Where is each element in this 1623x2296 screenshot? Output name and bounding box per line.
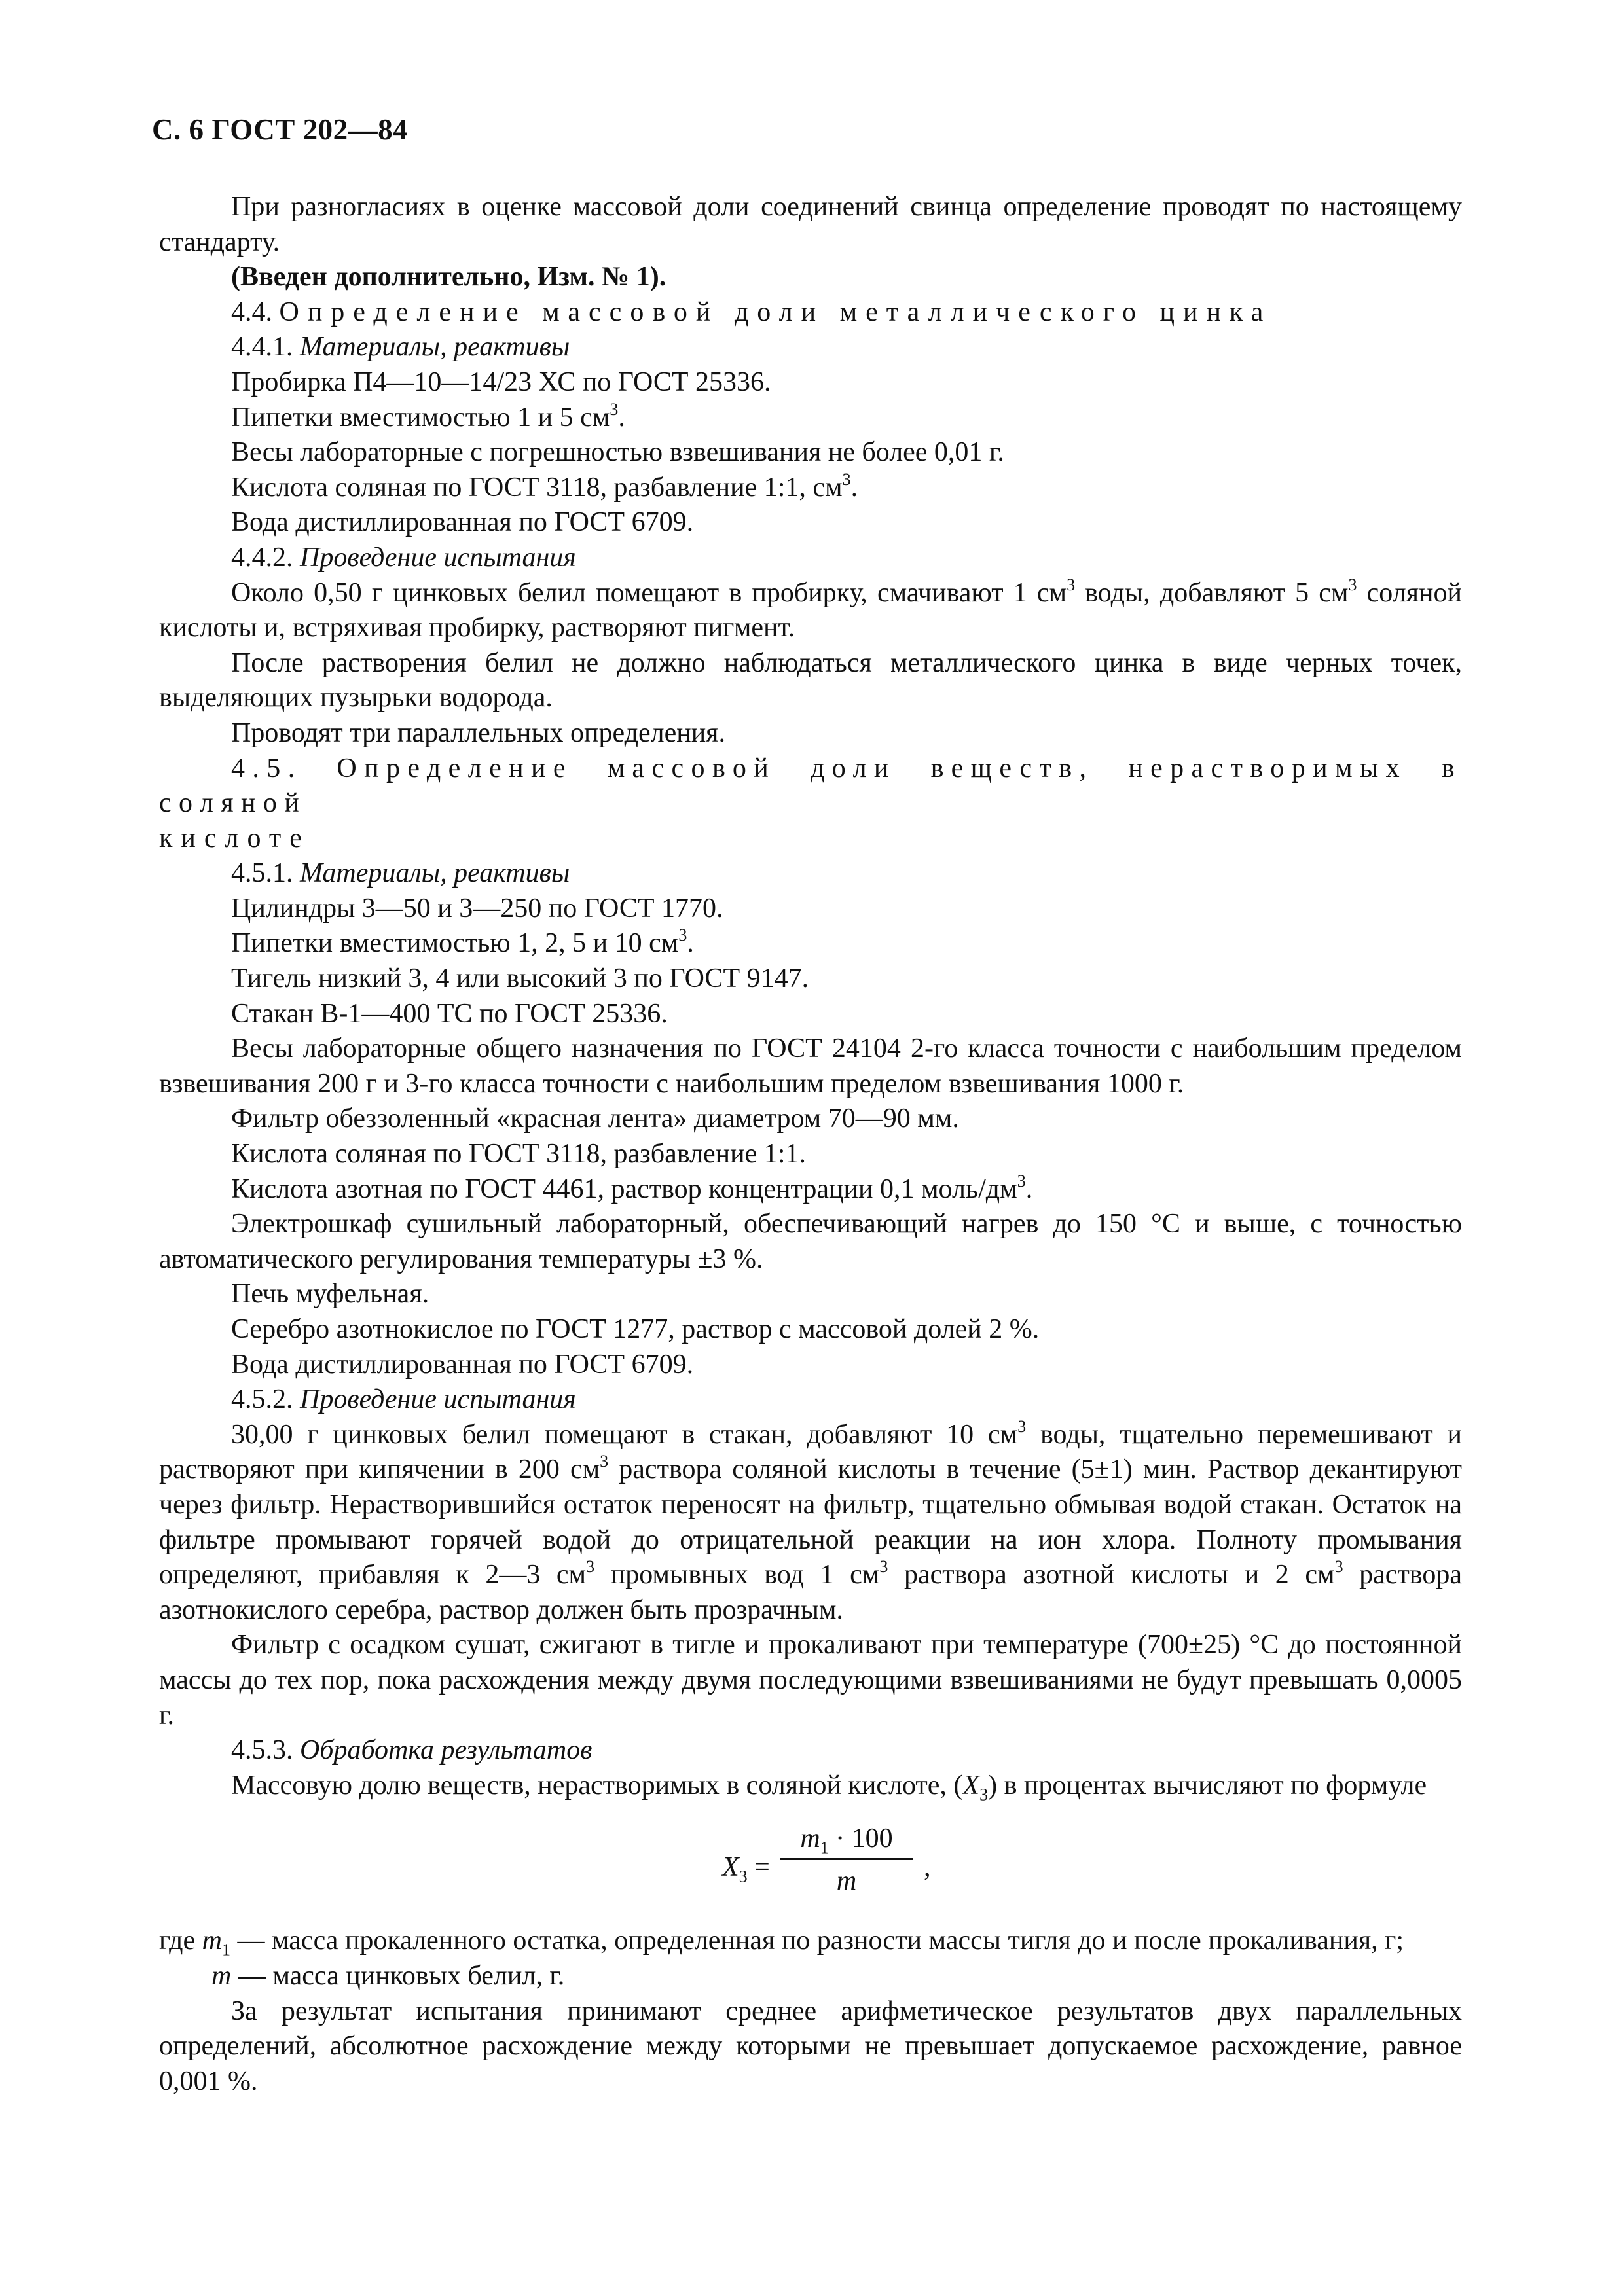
procedure-paragraph: Около 0,50 г цинковых белил помещают в пробирку, смачивают 1 $см^3$ воды, добавляют 5 $см^3$ соляной кислоты и, встряхивая пробирку, растворяют пигмент. [159,575,1462,643]
material-item: Кислота соляная по ГОСТ 3118, разбавление 1:1. [231,1139,806,1170]
material-item: Кислота азотная по ГОСТ 4461, раствор концентрации 0,1 моль/$дм^3$. [231,1171,1033,1204]
formula-denominator: m [836,1866,857,1897]
section-4-5-2-heading: 4.5.2. Проведение испытания [231,1384,576,1415]
material-item: Пробирка П4—10—14/23 ХС по ГОСТ 25336. [231,367,771,397]
formula-fraction [780,1821,913,1898]
procedure-paragraph: Фильтр с осадком сушат, сжигают в тигле и прокаливают при температуре (700±25) °С до постоянной массы до тех пор, пока расхождения между двумя последующими взвешиваниями не будут превышать 0,0005 г. [159,1630,1462,1731]
section-4-4-1-heading: 4.4.1. Материалы, реактивы [231,332,570,363]
material-item: Цилиндры 3—50 и 3—250 по ГОСТ 1770. [231,893,723,924]
formula-lhs: $X_3$ = [722,1852,770,1886]
section-4-5-heading-cont: кислоте [159,823,310,853]
material-item: Вода дистиллированная по ГОСТ 6709. [231,507,694,538]
material-item: Весы лабораторные с погрешностью взвешивания не более 0,01 г. [231,437,1004,468]
section-4-5-1-heading: 4.5.1. Материалы, реактивы [231,858,570,889]
section-4-5-heading: 4.5. Определение массовой доли веществ, нерастворимых в соляной [159,753,1463,819]
page-header: С. 6 ГОСТ 202—84 [152,113,409,146]
material-item: Вода дистиллированная по ГОСТ 6709. [231,1349,694,1380]
material-item: Кислота соляная по ГОСТ 3118, разбавление 1:1, $см^3$. [231,469,858,503]
section-4-4-2-heading: 4.4.2. Проведение испытания [231,542,576,573]
material-item: Весы лабораторные общего назначения по ГОСТ 24104 2-го класса точности с наибольшим пределом взвешивания 200 г и 3-го класса точности с наибольшим пределом взвешивания 1000 г. [159,1033,1462,1099]
material-item: Пипетки вместимостью 1, 2, 5 и 10 $см^3$. [231,925,694,959]
formula-intro: Массовую долю веществ, нерастворимых в соляной кислоте, $(X_3)$ в процентах вычисляют по формуле [231,1770,1427,1804]
procedure-paragraph: 30,00 г цинковых белил помещают в стакан, добавляют 10 $см^3$ воды, тщательно перемешивают и растворяют при кипячении в 200 $см^3$ раствора соляной кислоты в течение (5±1) мин. Раствор декантируют через фильтр. Нерастворившийся остаток переносят на фильтр, тщательно обмывая водой стакан. Остаток на фильтре промывают горячей водой до отрицательной реакции на ион хлора. Полноту промывания определяют, прибавляя к 2—3 $см^3$ промывных вод 1 $см^3$ раствора азотной кислоты и 2 $см^3$ раствора азотнокислого серебра, раствор должен быть прозрачным. [159,1416,1462,1625]
where-m-definition: m — масса цинковых белил, г. [211,1960,565,1991]
material-item: Стакан В-1—400 ТС по ГОСТ 25336. [231,998,668,1029]
final-paragraph: За результат испытания принимают среднее арифметическое результатов двух параллельных определений, абсолютное расхождение между которыми не превышает допускаемое расхождение, равное 0,001 %. [159,1996,1462,2096]
amendment-note: (Введен дополнительно, Изм. № 1). [231,262,666,293]
material-item: Пипетки вместимостью 1 и 5 $см^3$. [231,399,625,433]
formula-x3 [159,1821,1462,1918]
section-4-5-3-heading: 4.5.3. Обработка результатов [231,1735,593,1766]
formula-numerator: $m_1 \cdot 100$ [800,1823,893,1857]
material-item: Фильтр обеззоленный «красная лента» диаметром 70—90 мм. [231,1103,959,1134]
where-m1-definition: где $m_1$ — масса прокаленного остатка, определенная по разности массы тигля до и после прокаливания, г; [159,1926,1404,1960]
material-item: Тигель низкий 3, 4 или высокий 3 по ГОСТ 9147. [231,963,809,994]
material-item: Серебро азотнокислое по ГОСТ 1277, раствор с массовой долей 2 %. [231,1314,1040,1344]
procedure-paragraph: После растворения белил не должно наблюдаться металлического цинка в виде черных точек, выделяющих пузырьки водорода. [159,647,1462,713]
paragraph-disagreement: При разногласиях в оценке массовой доли соединений свинца определение проводят по настоящему стандарту. [159,192,1462,257]
formula-comma: , [924,1852,931,1883]
material-item: Печь муфельная. [231,1279,429,1310]
material-item: Электрошкаф сушильный лабораторный, обеспечивающий нагрев до 150 °С и выше, с точностью автоматического регулирования температуры ±3 %. [159,1209,1462,1274]
document-body [159,190,1462,2099]
procedure-paragraph: Проводят три параллельных определения. [231,717,725,748]
fraction-bar [780,1858,913,1860]
section-4-4-heading: 4.4. Определение массовой доли металлического цинка [231,296,1272,327]
